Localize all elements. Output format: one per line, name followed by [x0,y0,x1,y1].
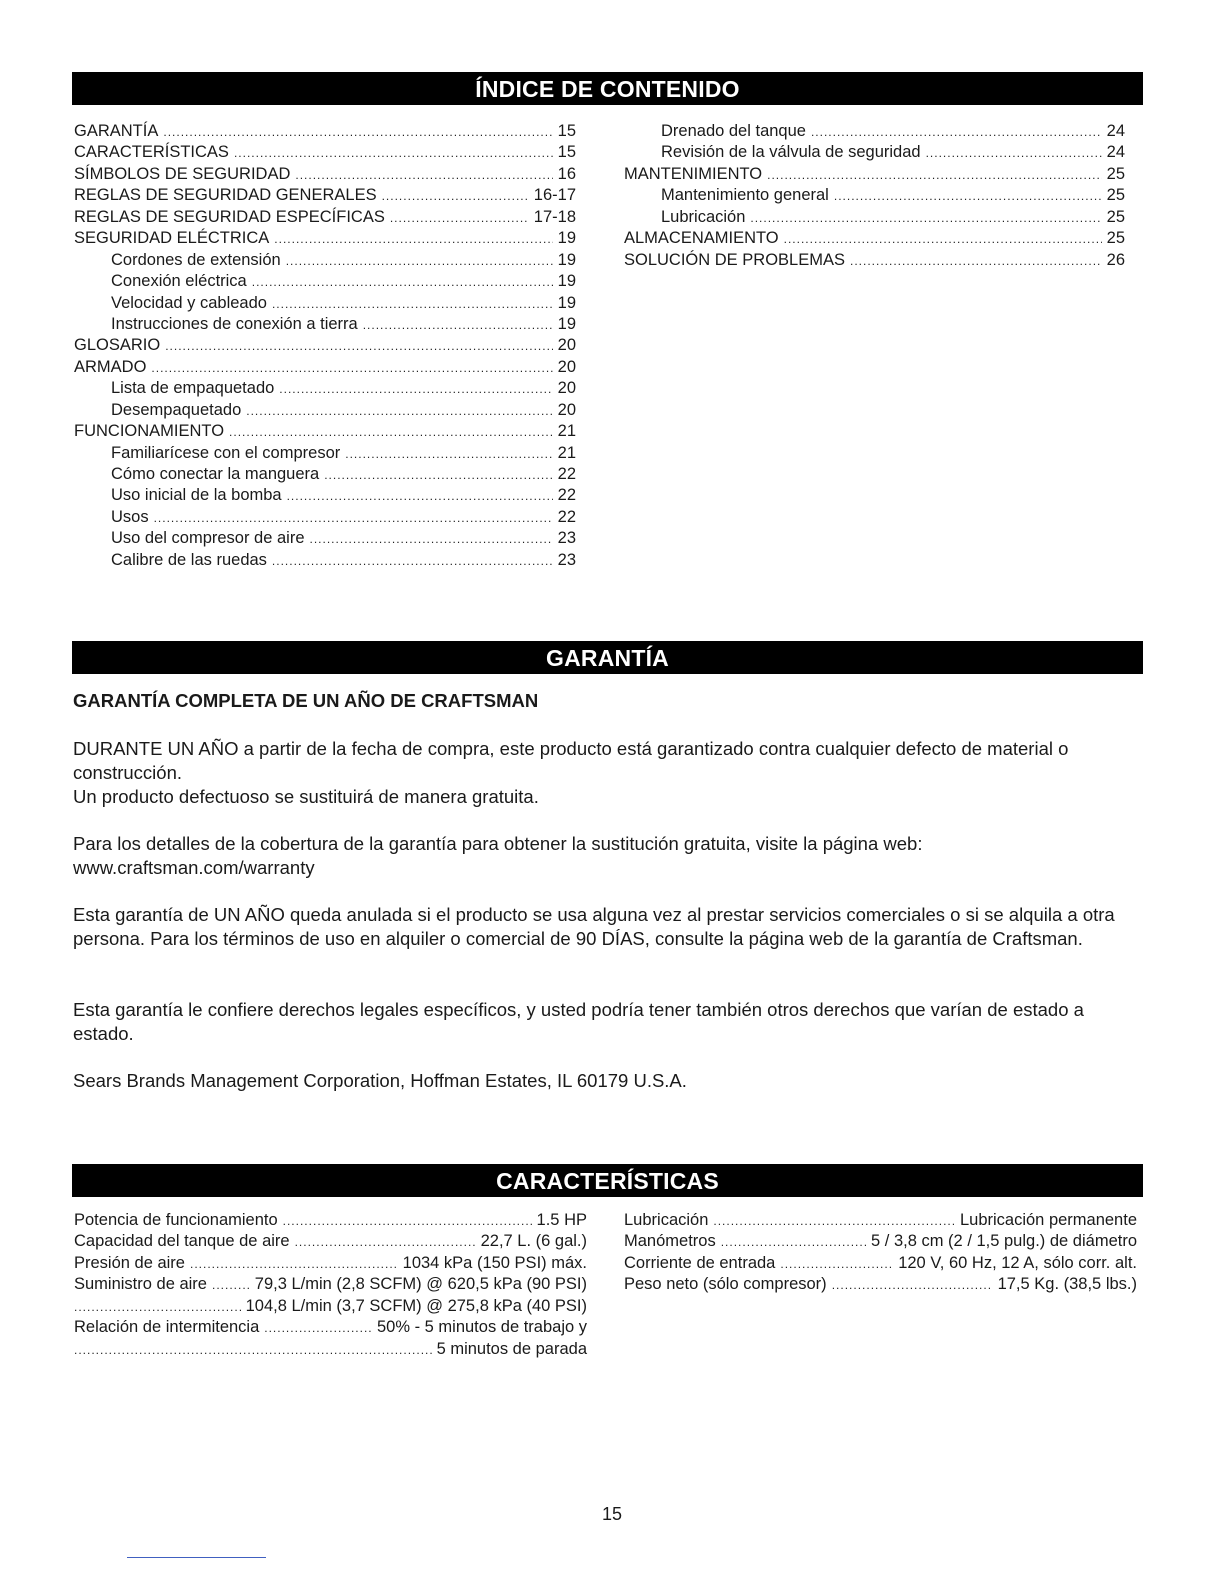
toc-entry [624,165,1125,186]
spec-row-value: 104,8 L/min (3,7 SCFM) @ 275,8 kPa (40 PSI) [245,1296,587,1315]
dot-leader [713,1214,955,1228]
dot-leader [154,511,553,525]
toc-entry [74,294,576,315]
dot-leader [363,318,553,332]
toc-entry [624,229,1125,250]
toc-entry-label: Usos [111,507,149,526]
toc-entry-value: 24 [1106,143,1125,162]
toc-entry-label: Velocidad y cableado [111,293,267,312]
toc-entry [74,486,576,507]
dot-leader [264,1321,372,1335]
warranty-text: Un producto defectuoso se sustituirá de manera gratuita. [73,785,539,807]
features-left-column [74,1211,587,1361]
dot-leader [287,489,553,503]
toc-entry-label: Familiarícese con el compresor [111,443,341,462]
toc-entry-value: 19 [557,272,576,291]
dot-leader [324,468,552,482]
toc-entry [74,551,576,572]
toc-entry [74,315,576,336]
footer-rule [127,1557,266,1558]
dot-leader [834,189,1102,203]
toc-entry-label: Calibre de las ruedas [111,550,267,569]
spec-row-value: 5 minutos de parada [436,1339,587,1358]
toc-right-column [624,122,1125,272]
features-banner: CARACTERÍSTICAS [72,1164,1143,1197]
toc-entry-value: 23 [557,550,576,569]
spec-row-label: Capacidad del tanque de aire [74,1232,290,1251]
toc-entry-label: Drenado del tanque [661,122,806,140]
toc-entry-label: Instrucciones de conexión a tierra [111,314,358,333]
spec-row-value: 50% - 5 minutos de trabajo y [376,1318,587,1337]
spec-row-value: 22,7 L. (6 gal.) [480,1232,587,1251]
spec-row [74,1254,587,1275]
toc-entry-value: 17-18 [533,207,576,226]
dot-leader [74,1300,241,1314]
toc-entry-value: 21 [557,443,576,462]
toc-entry [74,358,576,379]
toc-entry-label: Conexión eléctrica [111,272,247,291]
dot-leader [165,339,552,353]
toc-entry-label: Mantenimiento general [661,186,829,205]
warranty-heading: GARANTÍA COMPLETA DE UN AÑO DE CRAFTSMAN [73,690,539,711]
spec-row-label: Presión de aire [74,1253,185,1272]
toc-entry-label: FUNCIONAMIENTO [74,422,225,441]
spec-row-value: Lubricación permanente [959,1211,1137,1229]
dot-leader [382,189,529,203]
toc-entry [74,251,576,272]
warranty-text: DURANTE UN AÑO a partir de la fecha de compra, este producto está garantizado contra cualquier defecto de material o construcción. [73,738,1069,783]
toc-entry [74,422,576,443]
dot-leader [390,211,529,225]
spec-row [74,1297,587,1318]
toc-entry-value: 22 [557,465,576,483]
spec-row [74,1340,587,1361]
dot-leader [212,1278,250,1292]
toc-entry-label: SOLUCIÓN DE PROBLEMAS [624,250,845,269]
dot-leader [784,232,1102,246]
toc-entry-value: 25 [1106,164,1125,183]
dot-leader [295,1235,476,1249]
page-number: 15 [601,1504,623,1524]
dot-leader [283,1214,532,1228]
spec-row-label: Lubricación [624,1211,709,1229]
toc-entry-label: REGLAS DE SEGURIDAD GENERALES [74,186,377,205]
toc-entry-label: Lubricación [661,207,746,226]
spec-row-value: 120 V, 60 Hz, 12 A, sólo corr. alt. [898,1253,1137,1272]
toc-entry-value: 24 [1106,122,1125,140]
toc-entry-value: 20 [557,400,576,419]
dot-leader [750,211,1101,225]
toc-entry-label: GARANTÍA [74,122,159,140]
spec-row-value: 1034 kPa (150 PSI) máx. [402,1253,587,1272]
toc-entry [74,165,576,186]
toc-entry [74,208,576,229]
dot-leader [246,404,552,418]
toc-entry-value: 21 [557,422,576,441]
spec-row [624,1232,1137,1253]
toc-entry-label: Uso del compresor de aire [111,529,305,548]
toc-entry [624,143,1125,164]
toc-banner: ÍNDICE DE CONTENIDO [72,72,1143,105]
toc-entry [74,444,576,465]
toc-entry-label: ARMADO [74,357,147,376]
spec-row-value: 5 / 3,8 cm (2 / 1,5 pulg.) de diámetro [871,1232,1137,1251]
toc-entry-label: SEGURIDAD ELÉCTRICA [74,229,270,248]
dot-leader [272,554,553,568]
warranty-banner: GARANTÍA [72,641,1143,674]
toc-entry-label: Cordones de extensión [111,250,281,269]
toc-entry-value: 20 [557,357,576,376]
dot-leader [274,232,552,246]
dot-leader [721,1235,866,1249]
spec-row-label: Corriente de entrada [624,1253,776,1272]
toc-entry-value: 22 [557,486,576,505]
toc-entry-value: 25 [1106,207,1125,226]
toc-entry-value: 19 [557,314,576,333]
dot-leader [832,1278,993,1292]
toc-entry-value: 15 [557,143,576,162]
dot-leader [252,275,553,289]
spec-row-label: Manómetros [624,1232,716,1251]
toc-entry [74,272,576,293]
toc-entry-value: 19 [557,293,576,312]
toc-entry-value: 16-17 [533,186,576,205]
dot-leader [74,1343,432,1357]
toc-entry-label: MANTENIMIENTO [624,164,763,183]
warranty-url-link[interactable]: www.craftsman.com/warranty [73,856,315,878]
toc-entry [74,229,576,250]
dot-leader [345,447,552,461]
dot-leader [229,425,553,439]
toc-entry-value: 26 [1106,250,1125,269]
spec-row [74,1318,587,1339]
toc-entry [74,379,576,400]
spec-row [624,1275,1137,1296]
toc-entry-value: 22 [557,507,576,526]
toc-entry-label: SÍMBOLOS DE SEGURIDAD [74,164,291,183]
features-right-column [624,1211,1137,1297]
warranty-paragraph-2 [73,832,1148,880]
toc-entry-label: Lista de empaquetado [111,379,275,398]
dot-leader [272,297,553,311]
dot-leader [780,1257,893,1271]
toc-entry-label: Desempaquetado [111,400,242,419]
toc-entry-value: 16 [557,164,576,183]
toc-entry-label: Uso inicial de la bomba [111,486,282,505]
warranty-paragraph-5: Sears Brands Management Corporation, Hoffman Estates, IL 60179 U.S.A. [73,1070,687,1091]
toc-entry [74,529,576,550]
toc-entry-value: 19 [557,229,576,248]
spec-row-label: Peso neto (sólo compresor) [624,1275,827,1294]
toc-entry-label: ALMACENAMIENTO [624,229,779,248]
spec-row [74,1211,587,1232]
toc-entry [74,336,576,357]
toc-entry-value: 20 [557,379,576,398]
warranty-paragraph-4: Esta garantía le confiere derechos legales específicos, y usted podría tener también otros derechos que varían de estado a estado. [73,999,1084,1044]
toc-entry [74,465,576,486]
dot-leader [286,254,553,268]
dot-leader [850,254,1102,268]
toc-entry-value: 25 [1106,186,1125,205]
spec-row-value: 79,3 L/min (2,8 SCFM) @ 620,5 kPa (90 PSI) [254,1275,587,1294]
dot-leader [926,146,1102,160]
spec-row [74,1275,587,1296]
toc-entry [624,122,1125,143]
toc-entry [74,508,576,529]
spec-row-value: 17,5 Kg. (38,5 lbs.) [997,1275,1137,1294]
toc-entry-label: GLOSARIO [74,336,161,355]
dot-leader [190,1257,398,1271]
toc-entry [624,208,1125,229]
toc-entry-value: 19 [557,250,576,269]
toc-entry-label: REGLAS DE SEGURIDAD ESPECÍFICAS [74,207,385,226]
toc-entry-label: Cómo conectar la manguera [111,465,320,483]
toc-entry [624,251,1125,272]
dot-leader [767,168,1102,182]
toc-entry [74,401,576,422]
toc-entry-value: 15 [557,122,576,140]
toc-entry-label: Revisión de la válvula de seguridad [661,143,921,162]
toc-entry-value: 20 [557,336,576,355]
dot-leader [279,382,552,396]
warranty-text: Para los detalles de la cobertura de la garantía para obtener la sustitución gratuita, visite la página web: [73,833,923,854]
toc-entry [624,186,1125,207]
spec-row-label: Suministro de aire [74,1275,207,1294]
toc-left-column [74,122,576,572]
toc-entry-label: CARACTERÍSTICAS [74,143,229,162]
toc-entry [74,143,576,164]
dot-leader [163,125,552,139]
toc-entry-value: 23 [557,529,576,548]
spec-row [624,1211,1137,1232]
dot-leader [295,168,552,182]
spec-row [624,1254,1137,1275]
warranty-paragraph-1 [73,737,1148,808]
spec-row [74,1232,587,1253]
warranty-paragraph-3: Esta garantía de UN AÑO queda anulada si el producto se usa alguna vez al prestar servicios comerciales o si se alquila a otra persona. Para los términos de uso en alquiler o comercial de 90 DÍAS, consulte la página web de la garantía de Craftsman. [73,904,1115,949]
dot-leader [234,146,553,160]
dot-leader [811,125,1102,139]
dot-leader [151,361,552,375]
toc-entry [74,186,576,207]
toc-entry-value: 25 [1106,229,1125,248]
dot-leader [310,532,553,546]
spec-row-value: 1.5 HP [536,1211,587,1229]
spec-row-label: Relación de intermitencia [74,1318,260,1337]
toc-entry [74,122,576,143]
spec-row-label: Potencia de funcionamiento [74,1211,278,1229]
